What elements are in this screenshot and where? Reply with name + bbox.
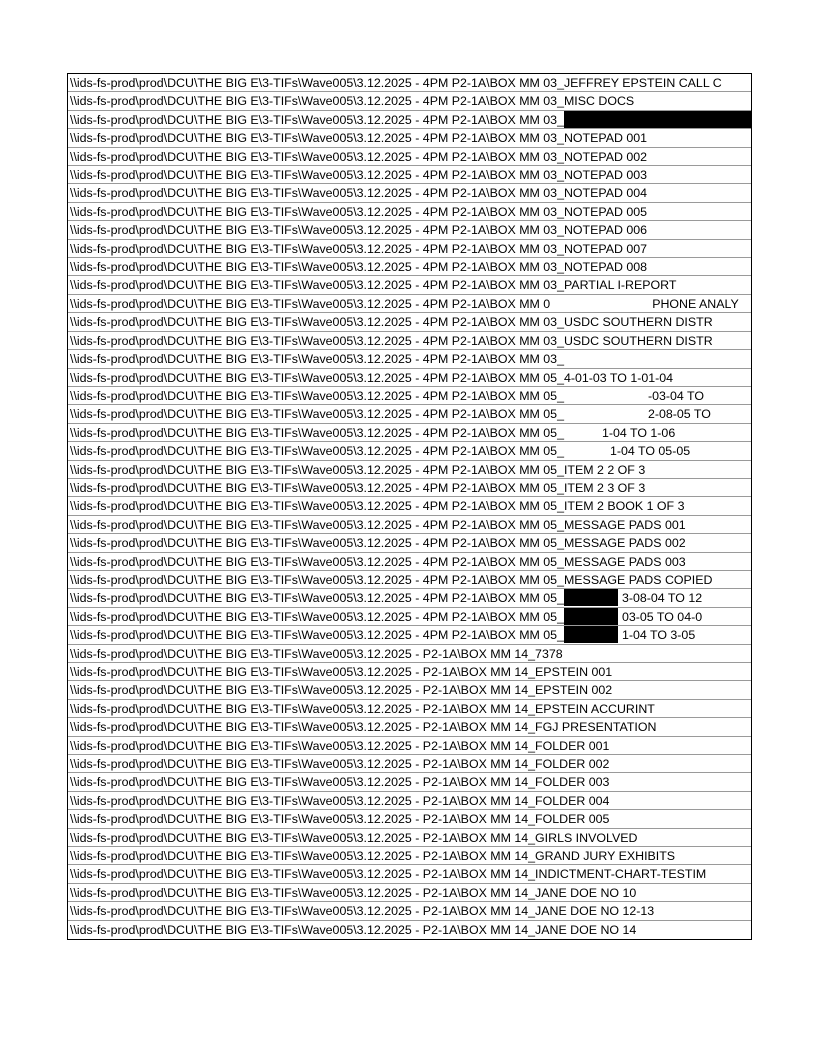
file-path-text: \\ids-fs-prod\prod\DCU\THE BIG E\3-TIFs\Wave005\3.12.2025 - P2-1A\BOX MM 14_JANE DOE NO 14 — [70, 922, 637, 937]
file-path-text: \\ids-fs-prod\prod\DCU\THE BIG E\3-TIFs\Wave005\3.12.2025 - 4PM P2-1A\BOX MM 05_MESSAGE PADS 003 — [70, 554, 686, 569]
file-path-text: \\ids-fs-prod\prod\DCU\THE BIG E\3-TIFs\Wave005\3.12.2025 - P2-1A\BOX MM 14_GRAND JURY EXHIBITS — [70, 849, 676, 864]
file-path-text: \\ids-fs-prod\prod\DCU\THE BIG E\3-TIFs\Wave005\3.12.2025 - 4PM P2-1A\BOX MM 05_MESSAGE PADS COPIED — [70, 572, 713, 587]
file-path-text: \\ids-fs-prod\prod\DCU\THE BIG E\3-TIFs\Wave005\3.12.2025 - P2-1A\BOX MM 14_FOLDER 005 — [70, 812, 610, 827]
table-row — [68, 350, 751, 368]
file-path-text: \\ids-fs-prod\prod\DCU\THE BIG E\3-TIFs\Wave005\3.12.2025 - 4PM P2-1A\BOX MM 03_USDC SOUTHERN DISTR — [70, 315, 713, 330]
file-path-text: \\ids-fs-prod\prod\DCU\THE BIG E\3-TIFs\Wave005\3.12.2025 - 4PM P2-1A\BOX MM 05_ — [70, 388, 564, 403]
file-path-text: \\ids-fs-prod\prod\DCU\THE BIG E\3-TIFs\Wave005\3.12.2025 - 4PM P2-1A\BOX MM 03_NOTEPAD 005 — [70, 204, 648, 219]
table-row — [68, 681, 751, 699]
file-path-suffix: 2-08-05 TO — [647, 407, 711, 422]
table-row — [68, 755, 751, 773]
table-row — [68, 92, 751, 110]
file-path-text: \\ids-fs-prod\prod\DCU\THE BIG E\3-TIFs\Wave005\3.12.2025 - P2-1A\BOX MM 14_EPSTEIN ACCURINT — [70, 701, 655, 716]
table-row — [68, 810, 751, 828]
file-path-text: \\ids-fs-prod\prod\DCU\THE BIG E\3-TIFs\Wave005\3.12.2025 - 4PM P2-1A\BOX MM 05_ITEM 2 3 OF 3 — [70, 480, 646, 495]
file-path-text: \\ids-fs-prod\prod\DCU\THE BIG E\3-TIFs\Wave005\3.12.2025 - P2-1A\BOX MM 14_FGJ PRESENTATION — [70, 720, 657, 735]
file-path-text: \\ids-fs-prod\prod\DCU\THE BIG E\3-TIFs\Wave005\3.12.2025 - P2-1A\BOX MM 14_FOLDER 003 — [70, 775, 610, 790]
redaction-bar — [564, 608, 618, 625]
table-row — [68, 792, 751, 810]
table-row — [68, 332, 751, 350]
file-path-text: \\ids-fs-prod\prod\DCU\THE BIG E\3-TIFs\Wave005\3.12.2025 - 4PM P2-1A\BOX MM 05_MESSAGE PADS 002 — [70, 536, 686, 551]
table-row — [68, 166, 751, 184]
table-row — [68, 626, 751, 644]
file-path-text: \\ids-fs-prod\prod\DCU\THE BIG E\3-TIFs\Wave005\3.12.2025 - P2-1A\BOX MM 14_JANE DOE NO 10 — [70, 885, 637, 900]
file-path-suffix: 03-05 TO 04-0 — [621, 609, 703, 624]
table-row — [68, 589, 751, 607]
file-path-text: \\ids-fs-prod\prod\DCU\THE BIG E\3-TIFs\Wave005\3.12.2025 - P2-1A\BOX MM 14_GIRLS INVOLVED — [70, 830, 638, 845]
file-path-text: \\ids-fs-prod\prod\DCU\THE BIG E\3-TIFs\Wave005\3.12.2025 - 4PM P2-1A\BOX MM 05_ITEM 2 BOOK 1 OF 3 — [70, 499, 685, 514]
table-row — [68, 645, 751, 663]
table-row — [68, 865, 751, 883]
table-row — [68, 571, 751, 589]
file-path-text: \\ids-fs-prod\prod\DCU\THE BIG E\3-TIFs\Wave005\3.12.2025 - 4PM P2-1A\BOX MM 03_NOTEPAD 006 — [70, 223, 648, 238]
table-row — [68, 313, 751, 331]
table-row — [68, 737, 751, 755]
file-path-text: \\ids-fs-prod\prod\DCU\THE BIG E\3-TIFs\Wave005\3.12.2025 - 4PM P2-1A\BOX MM 03_PARTIAL I-REPORT — [70, 278, 677, 293]
file-path-text: \\ids-fs-prod\prod\DCU\THE BIG E\3-TIFs\Wave005\3.12.2025 - P2-1A\BOX MM 14_FOLDER 002 — [70, 757, 610, 772]
table-row — [68, 553, 751, 571]
file-path-suffix: 1-04 TO 05-05 — [609, 444, 691, 459]
table-row — [68, 258, 751, 276]
file-path-text: \\ids-fs-prod\prod\DCU\THE BIG E\3-TIFs\Wave005\3.12.2025 - 4PM P2-1A\BOX MM 05_ — [70, 609, 564, 624]
file-path-text: \\ids-fs-prod\prod\DCU\THE BIG E\3-TIFs\Wave005\3.12.2025 - P2-1A\BOX MM 14_FOLDER 004 — [70, 793, 610, 808]
file-path-text: \\ids-fs-prod\prod\DCU\THE BIG E\3-TIFs\Wave005\3.12.2025 - 4PM P2-1A\BOX MM 05_ — [70, 591, 564, 606]
file-path-text: \\ids-fs-prod\prod\DCU\THE BIG E\3-TIFs\Wave005\3.12.2025 - 4PM P2-1A\BOX MM 03_NOTEPAD 002 — [70, 149, 648, 164]
table-row — [68, 921, 751, 939]
file-path-text: \\ids-fs-prod\prod\DCU\THE BIG E\3-TIFs\Wave005\3.12.2025 - P2-1A\BOX MM 14_EPSTEIN 001 — [70, 665, 613, 679]
file-path-text: \\ids-fs-prod\prod\DCU\THE BIG E\3-TIFs\Wave005\3.12.2025 - 4PM P2-1A\BOX MM 05_ITEM 2 2 OF 3 — [70, 462, 646, 477]
file-path-text: \\ids-fs-prod\prod\DCU\THE BIG E\3-TIFs\Wave005\3.12.2025 - 4PM P2-1A\BOX MM 05_ — [70, 444, 564, 459]
table-row — [68, 221, 751, 239]
table-row — [68, 203, 751, 221]
file-path-text: \\ids-fs-prod\prod\DCU\THE BIG E\3-TIFs\Wave005\3.12.2025 - 4PM P2-1A\BOX MM 05_ — [70, 407, 564, 422]
table-row — [68, 534, 751, 552]
file-path-text: \\ids-fs-prod\prod\DCU\THE BIG E\3-TIFs\Wave005\3.12.2025 - P2-1A\BOX MM 14_JANE DOE NO 12-13 — [70, 904, 655, 919]
file-path-text: \\ids-fs-prod\prod\DCU\THE BIG E\3-TIFs\Wave005\3.12.2025 - P2-1A\BOX MM 14_EPSTEIN 002 — [70, 683, 613, 698]
file-path-text: \\ids-fs-prod\prod\DCU\THE BIG E\3-TIFs\Wave005\3.12.2025 - P2-1A\BOX MM 14_INDICTMENT-CHART-TESTIM — [70, 867, 707, 882]
file-path-text: \\ids-fs-prod\prod\DCU\THE BIG E\3-TIFs\Wave005\3.12.2025 - 4PM P2-1A\BOX MM 05_4-01-03 TO 1-01-04 — [70, 370, 674, 385]
file-path-text: \\ids-fs-prod\prod\DCU\THE BIG E\3-TIFs\Wave005\3.12.2025 - 4PM P2-1A\BOX MM 0 — [70, 296, 551, 311]
table-row — [68, 663, 751, 681]
file-path-text: \\ids-fs-prod\prod\DCU\THE BIG E\3-TIFs\Wave005\3.12.2025 - 4PM P2-1A\BOX MM 03_NOTEPAD 007 — [70, 241, 648, 256]
table-row — [68, 442, 751, 460]
table-row — [68, 240, 751, 258]
table-row — [68, 773, 751, 791]
file-path-text: \\ids-fs-prod\prod\DCU\THE BIG E\3-TIFs\Wave005\3.12.2025 - 4PM P2-1A\BOX MM 05_ — [70, 628, 564, 643]
table-row — [68, 479, 751, 497]
file-path-suffix: 1-04 TO 1-06 — [601, 425, 676, 440]
table-row — [68, 497, 751, 515]
file-path-text: \\ids-fs-prod\prod\DCU\THE BIG E\3-TIFs\Wave005\3.12.2025 - 4PM P2-1A\BOX MM 03_NOTEPAD 001 — [70, 131, 648, 146]
file-path-suffix: 1-04 TO 3-05 — [621, 628, 696, 643]
file-path-text: \\ids-fs-prod\prod\DCU\THE BIG E\3-TIFs\Wave005\3.12.2025 - 4PM P2-1A\BOX MM 03_NOTEPAD 004 — [70, 186, 648, 201]
file-path-text: \\ids-fs-prod\prod\DCU\THE BIG E\3-TIFs\Wave005\3.12.2025 - 4PM P2-1A\BOX MM 03_MISC DOCS — [70, 94, 635, 109]
table-row — [68, 700, 751, 718]
table-row — [68, 184, 751, 202]
file-path-suffix: 3-08-04 TO 12 — [621, 591, 703, 606]
file-path-text: \\ids-fs-prod\prod\DCU\THE BIG E\3-TIFs\Wave005\3.12.2025 - 4PM P2-1A\BOX MM 03_JEFFREY EPSTEIN CALL C — [70, 76, 722, 90]
table-row — [68, 111, 751, 129]
table-row — [68, 902, 751, 920]
file-path-table — [67, 73, 752, 940]
table-row — [68, 608, 751, 626]
file-path-text: \\ids-fs-prod\prod\DCU\THE BIG E\3-TIFs\Wave005\3.12.2025 - 4PM P2-1A\BOX MM 03_ — [70, 112, 564, 127]
file-path-suffix: PHONE ANALY — [652, 296, 739, 311]
table-row — [68, 718, 751, 736]
table-row — [68, 829, 751, 847]
table-row — [68, 405, 751, 423]
file-path-text: \\ids-fs-prod\prod\DCU\THE BIG E\3-TIFs\Wave005\3.12.2025 - 4PM P2-1A\BOX MM 03_NOTEPAD 003 — [70, 168, 648, 183]
table-row — [68, 276, 751, 294]
file-path-text: \\ids-fs-prod\prod\DCU\THE BIG E\3-TIFs\Wave005\3.12.2025 - P2-1A\BOX MM 14_FOLDER 001 — [70, 738, 610, 753]
file-path-suffix: -03-04 TO — [647, 388, 704, 403]
redaction-bar — [564, 626, 618, 643]
file-path-text: \\ids-fs-prod\prod\DCU\THE BIG E\3-TIFs\Wave005\3.12.2025 - P2-1A\BOX MM 14_7378 — [70, 646, 563, 661]
file-path-text: \\ids-fs-prod\prod\DCU\THE BIG E\3-TIFs\Wave005\3.12.2025 - 4PM P2-1A\BOX MM 03_USDC SOUTHERN DISTR — [70, 333, 713, 348]
file-path-text: \\ids-fs-prod\prod\DCU\THE BIG E\3-TIFs\Wave005\3.12.2025 - 4PM P2-1A\BOX MM 03_NOTEPAD 008 — [70, 260, 648, 275]
table-row — [68, 74, 751, 92]
table-row — [68, 516, 751, 534]
table-row — [68, 461, 751, 479]
table-row — [68, 129, 751, 147]
file-path-text: \\ids-fs-prod\prod\DCU\THE BIG E\3-TIFs\Wave005\3.12.2025 - 4PM P2-1A\BOX MM 05_ — [70, 425, 564, 440]
table-row — [68, 847, 751, 865]
redaction-bar — [564, 111, 751, 128]
table-row — [68, 884, 751, 902]
redaction-bar — [564, 589, 618, 606]
file-path-text: \\ids-fs-prod\prod\DCU\THE BIG E\3-TIFs\Wave005\3.12.2025 - 4PM P2-1A\BOX MM 05_MESSAGE PADS 001 — [70, 517, 686, 532]
table-row — [68, 148, 751, 166]
table-row — [68, 369, 751, 387]
table-row — [68, 424, 751, 442]
table-row — [68, 387, 751, 405]
file-path-text: \\ids-fs-prod\prod\DCU\THE BIG E\3-TIFs\Wave005\3.12.2025 - 4PM P2-1A\BOX MM 03_ — [70, 352, 564, 367]
table-row — [68, 295, 751, 313]
